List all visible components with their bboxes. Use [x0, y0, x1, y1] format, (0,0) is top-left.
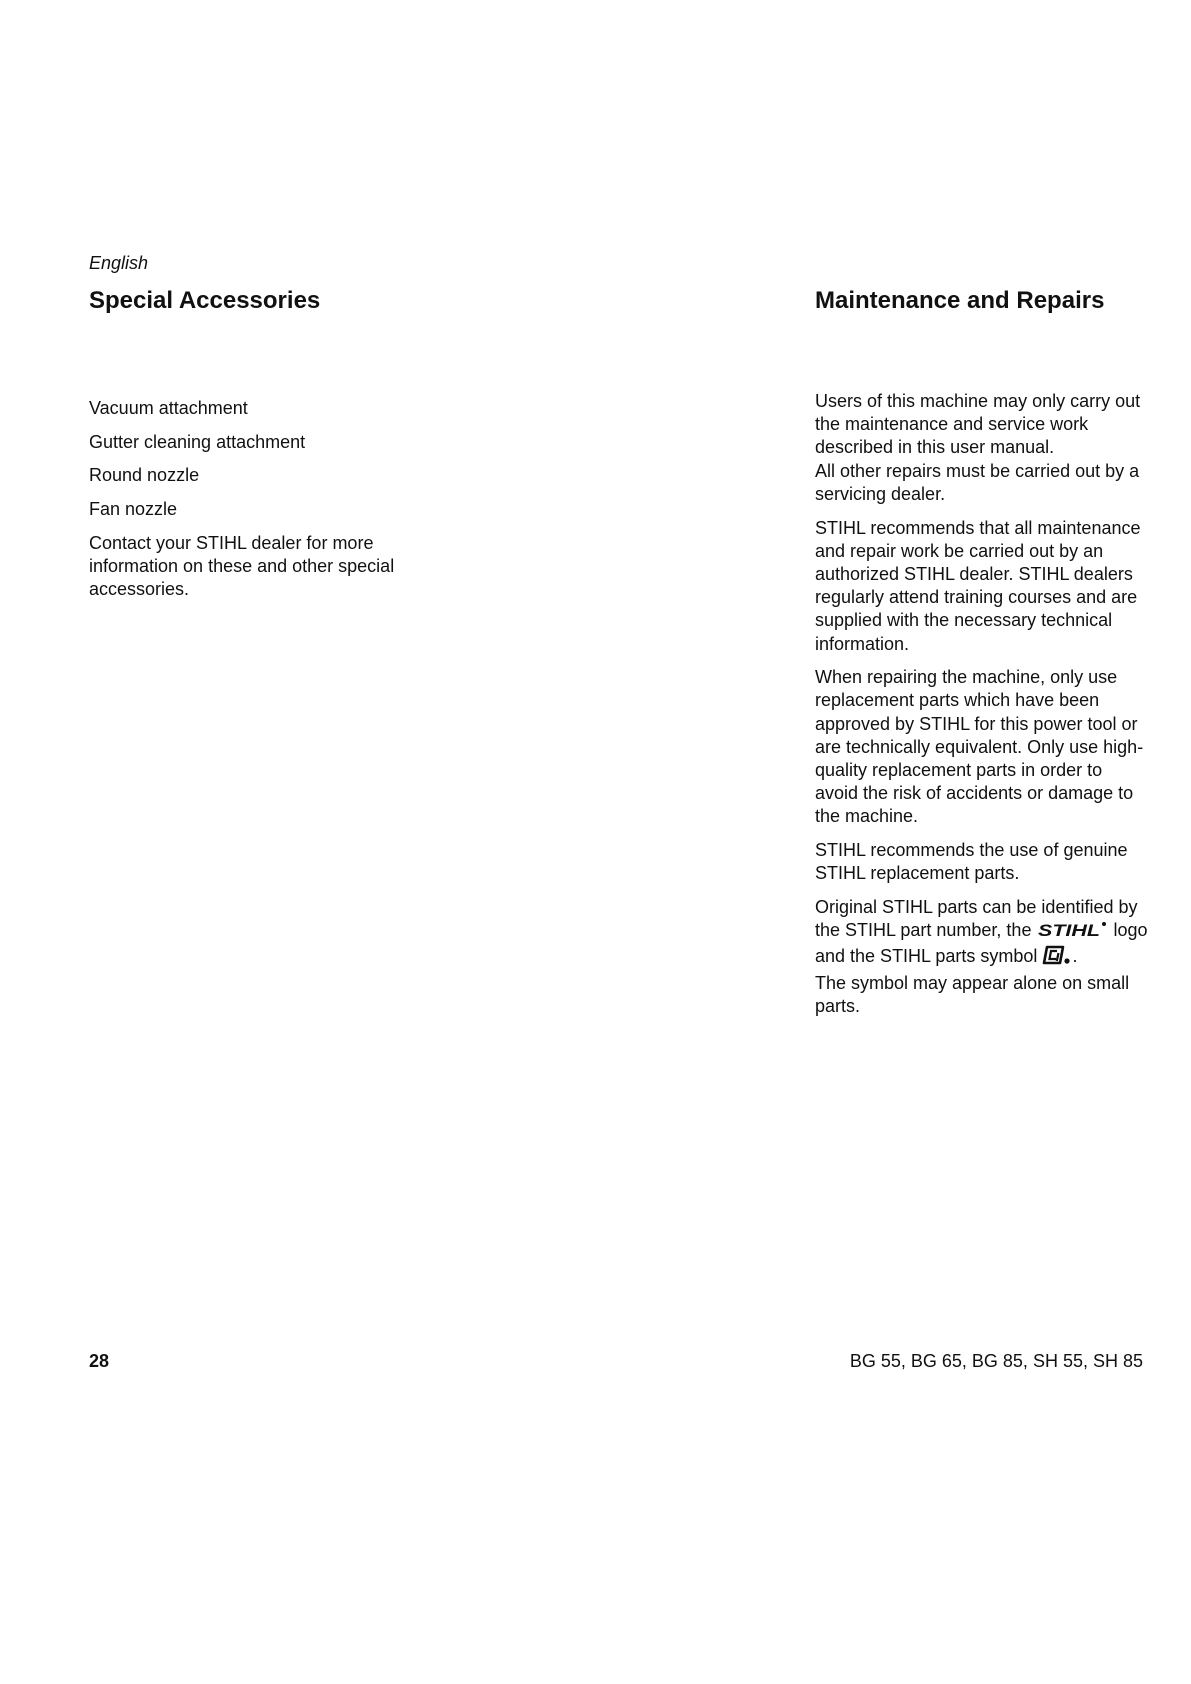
- parts-symbol-text: logo and the STIHL parts symbol: [815, 920, 1148, 967]
- small-parts-symbol-text: The symbol may appear alone on small parts.: [815, 972, 1130, 1016]
- special-accessories-heading: Special Accessories: [89, 287, 321, 314]
- accessory-item: Fan nozzle: [89, 499, 178, 520]
- accessory-item: Round nozzle: [89, 465, 200, 486]
- stihl-parts-symbol-icon: [1042, 945, 1072, 971]
- stihl-logo-icon: [1036, 921, 1108, 945]
- maintenance-repairs-section: [815, 390, 1150, 1029]
- replacement-parts-paragraph: When repairing the machine, only use replacement parts which have been approved by STIHL for this power tool or are technically equivalent. Only use high-quality replacement parts in order to avoid the risk of accidents or damage to the machine.: [815, 667, 1144, 827]
- parts-identification-paragraph: [815, 896, 1150, 1018]
- accessory-item: Vacuum attachment: [89, 398, 248, 418]
- period-text: .: [1072, 946, 1078, 967]
- user-maintenance-text: Users of this machine may only carry out the maintenance and service work described in this user manual.: [815, 391, 1141, 458]
- user-maintenance-paragraph: [815, 390, 1150, 506]
- authorized-dealer-paragraph: STIHL recommends that all maintenance and repair work be carried out by an authorized STIHL dealer. STIHL dealers regularly attend training courses and are supplied with the necessary technical information.: [815, 517, 1141, 654]
- accessory-item: Gutter cleaning attachment: [89, 431, 306, 452]
- genuine-parts-paragraph: STIHL recommends the use of genuine STIHL replacement parts.: [815, 840, 1128, 884]
- svg-text:STIHL: STIHL: [1038, 921, 1101, 940]
- model-list: BG 55, BG 65, BG 85, SH 55, SH 85: [849, 1351, 1143, 1371]
- dealer-repairs-text: All other repairs must be carried out by a servicing dealer.: [815, 460, 1140, 504]
- page-number: 28: [89, 1351, 110, 1371]
- dealer-contact-note: Contact your STIHL dealer for more information on these and other special accessories.: [89, 532, 395, 600]
- parts-identification-text: Original STIHL parts can be identified by the STIHL part number, the: [815, 897, 1138, 941]
- special-accessories-section: [89, 397, 429, 612]
- maintenance-repairs-heading: Maintenance and Repairs: [815, 287, 1105, 314]
- language-label: English: [89, 253, 149, 273]
